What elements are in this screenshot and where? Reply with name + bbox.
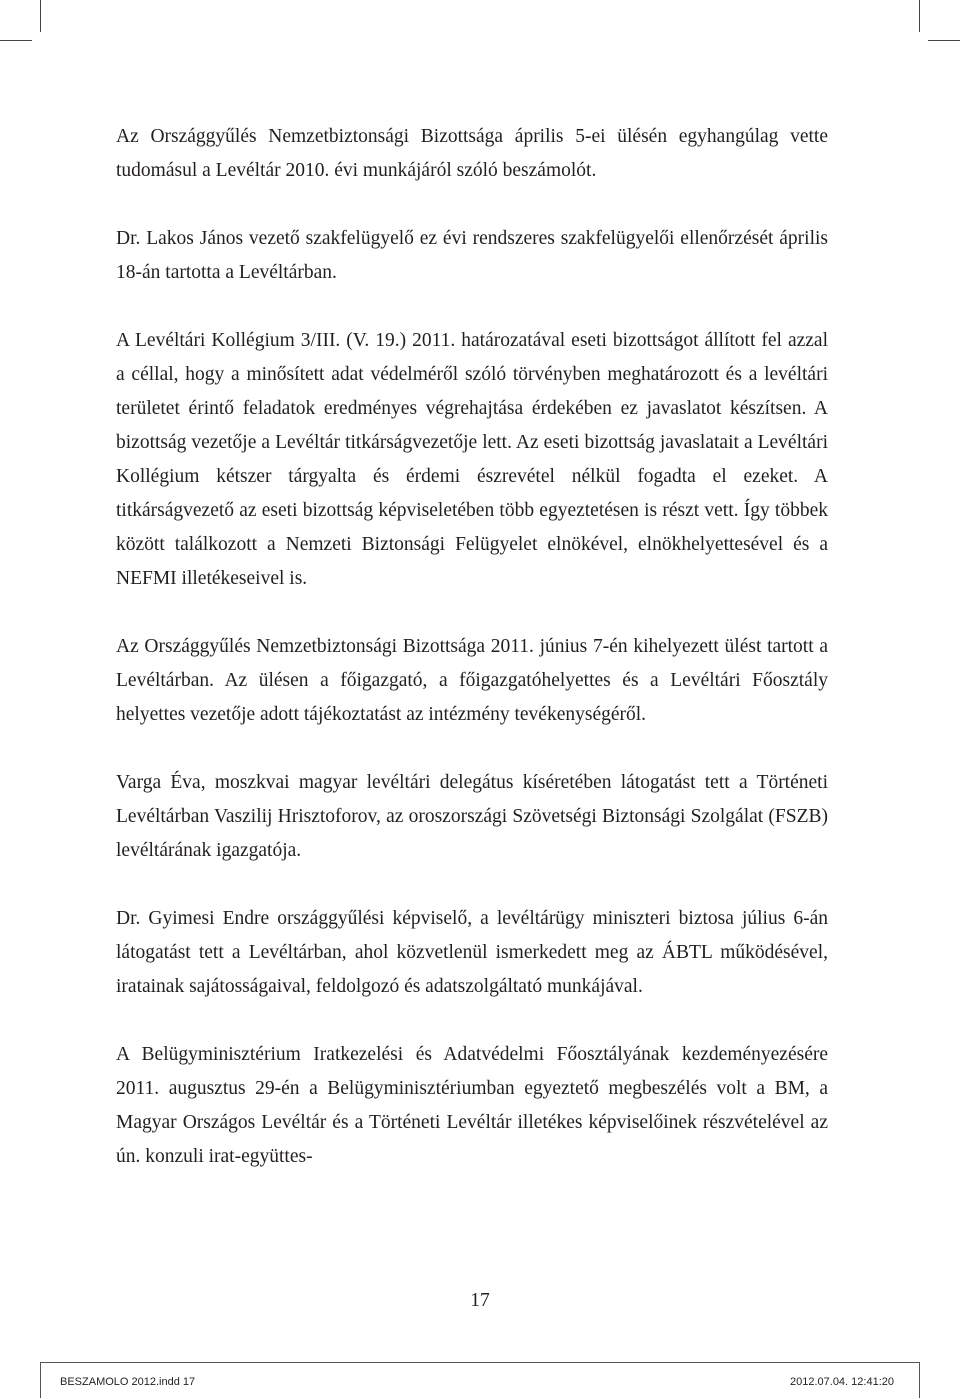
paragraph-6: Dr. Gyimesi Endre országgyűlési képviselő, a levéltárügy miniszteri biztosa július 6-án látogatást tett a Levéltárban, ahol közvetlenül ismerkedett meg az ÁBTL működésével, iratainak sajátosságaival, feldolgozó és adatszolgáltató munkájával. (116, 908, 828, 997)
crop-mark (40, 0, 41, 32)
crop-mark (0, 40, 32, 41)
page-number: 17 (470, 1290, 490, 1311)
paragraph-5: Varga Éva, moszkvai magyar levéltári delegátus kíséretében látogatást tett a Történeti Levéltárban Vaszilij Hrisztoforov, az oroszországi Szövetségi Biztonsági Szolgálat (FSZB) levéltárának igazgatója. (116, 772, 828, 861)
slug-date: 2012.07.04. 12:41:20 (790, 1376, 894, 1388)
paragraph-3: A Levéltári Kollégium 3/III. (V. 19.) 2011. határozatával eseti bizottságot állított fel azzal a céllal, hogy a minősített adat védelméről szóló törvényben meghatározott és a levéltári területet érintő feladatok eredményes végrehajtása érdekében ez javaslatot készítsen. A bizottság vezetője a Levéltár titkárságvezetője lett. Az eseti bizottság javaslatait a Levéltári Kollégium kétszer tárgyalta és érdemi észrevétel nélkül fogadta el ezeket. A titkárságvezető az eseti bizottság képviseletében több egyeztetésen is részt vett. Így többek között találkozott a Nemzeti Biztonsági Felügyelet elnökével, elnökhelyettesével és a NEFMI illetékeseivel is. (116, 330, 828, 589)
paragraph-7: A Belügyminisztérium Iratkezelési és Adatvédelmi Főosztályának kezdeményezésére 2011. augusztus 29-én a Belügyminisztériumban egyeztető megbeszélés volt a BM, a Magyar Országos Levéltár és a Történeti Levéltár illetékes képviselőinek részvételével az ún. konzuli irat-együttes- (116, 1044, 828, 1167)
paragraph-2: Dr. Lakos János vezető szakfelügyelő ez évi rendszeres szakfelügyelői ellenőrzését április 18-án tartotta a Levéltárban. (116, 228, 828, 283)
page-body (116, 120, 828, 1208)
paragraph-4: Az Országgyűlés Nemzetbiztonsági Bizottsága 2011. június 7-én kihelyezett ülést tartott a Levéltárban. Az ülésen a főigazgató, a főigazgatóhelyettes és a Levéltári Főosztály helyettes vezetője adott tájékoztatást az intézmény tevékenységéről. (116, 636, 828, 725)
slug-file-name: BESZAMOLO 2012.indd 17 (60, 1376, 196, 1388)
crop-mark (919, 0, 920, 32)
paragraph-1: Az Országgyűlés Nemzetbiztonsági Bizottsága április 5-ei ülésén egyhangúlag vette tudomásul a Levéltár 2010. évi munkájáról szóló beszámolót. (116, 126, 828, 181)
crop-mark (928, 40, 960, 41)
